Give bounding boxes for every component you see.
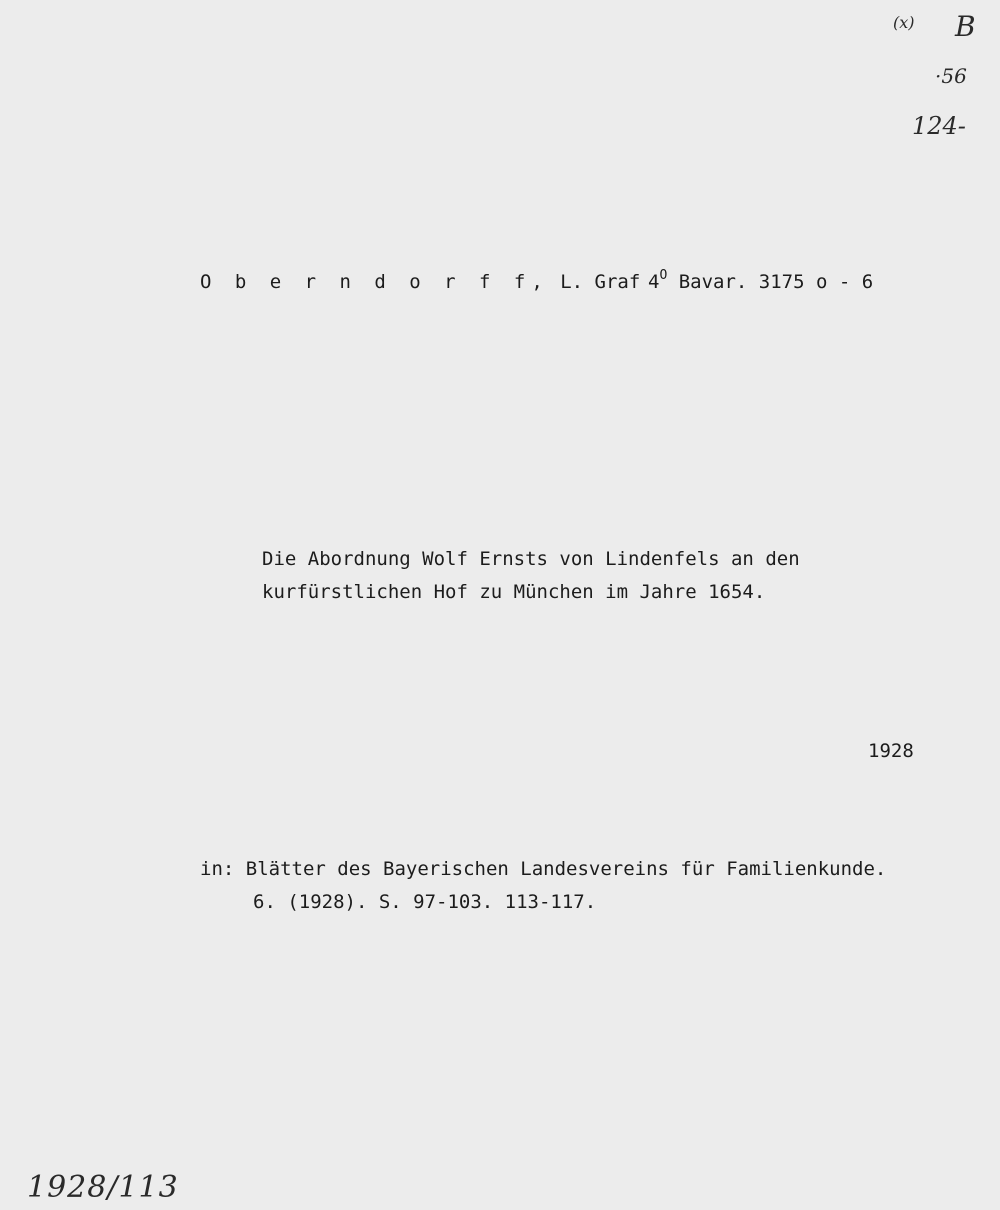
title-line-2: kurfürstlichen Hof zu München im Jahre 1654. [262,581,766,603]
source-line-1: in: Blätter des Bayerischen Landesvereins für Familienkunde. [200,858,887,880]
author-line [200,273,640,292]
shelfmark-signature: Bavar. 3175 o - 6 [678,271,874,293]
shelfmark-format: 4 [648,271,660,293]
handwritten-mark-56: ·56 [935,64,967,88]
publication-year: 1928 [868,740,914,762]
title-line-1: Die Abordnung Wolf Ernsts von Lindenfels an den [262,548,800,570]
handwritten-mark-b: B [955,10,976,43]
shelfmark-format-superscript: O [659,268,668,283]
author-given-name: L. Graf [560,271,641,293]
author-surname: O b e r n d o r f f, [200,271,549,293]
source-line-2: 6. (1928). S. 97-103. 113-117. [253,891,597,913]
handwritten-mark-124: 124- [912,112,966,140]
handwritten-accession-number: 1928/113 [27,1170,179,1205]
handwritten-mark-x: (x) [893,13,915,32]
shelfmark [648,268,874,293]
